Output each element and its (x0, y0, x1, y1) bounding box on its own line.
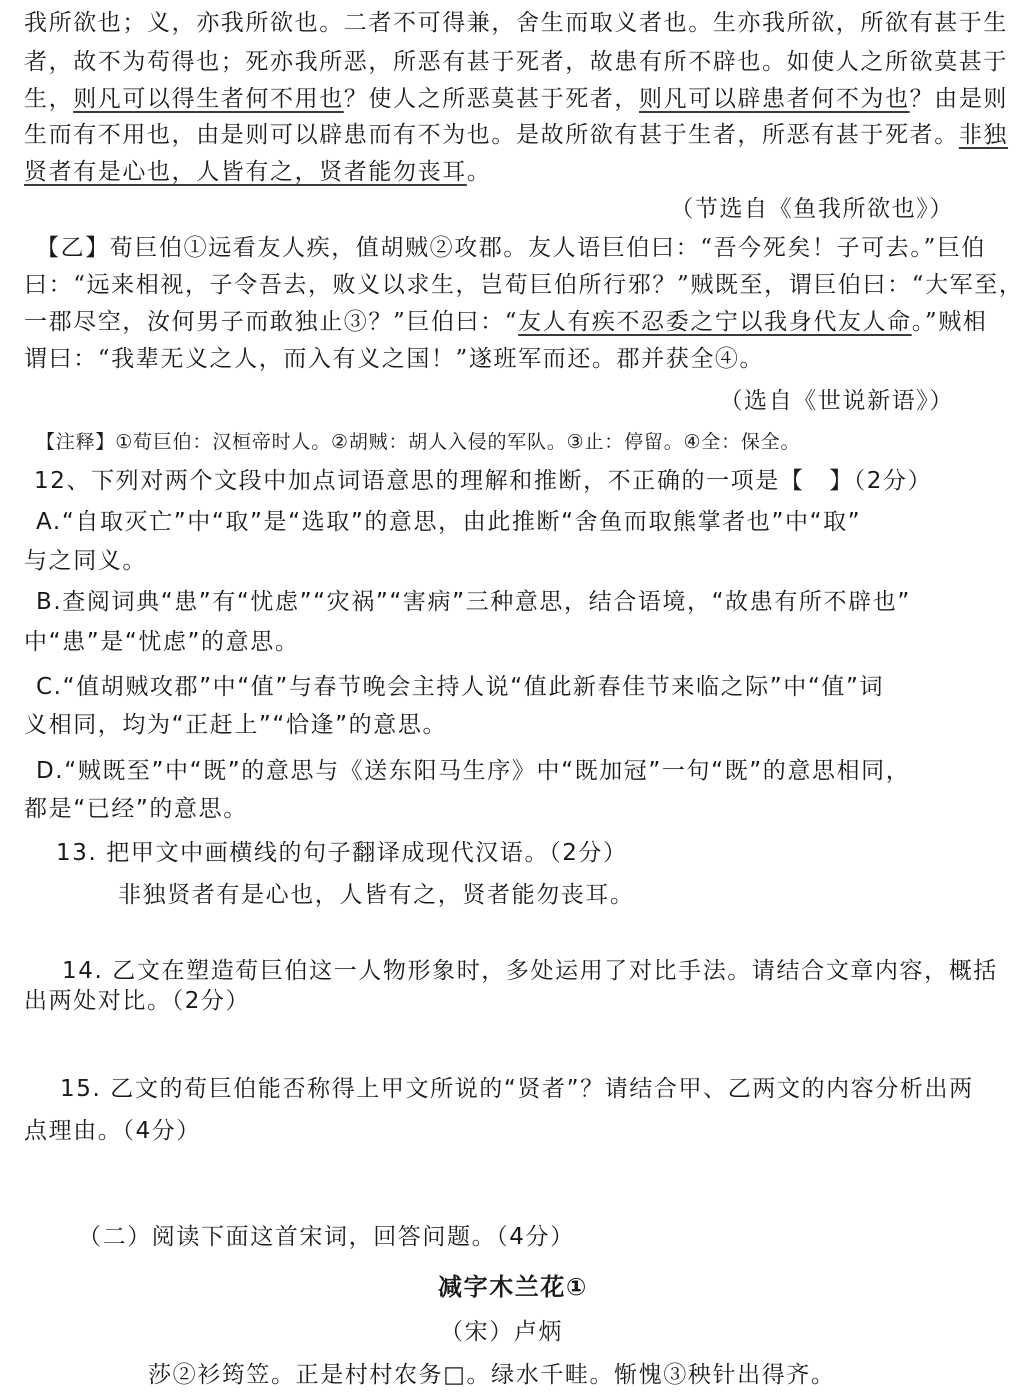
q13-sentence: 非独贤者有是心也，人皆有之，贤者能勿丧耳。 (118, 882, 635, 908)
part2-heading: （二）阅读下面这首宋词，回答问题。（4分） (78, 1224, 575, 1250)
poem-author: （宋）卢炳 (440, 1319, 563, 1345)
jia-underlined-sentence: 贤者有是心也，人皆有之，贤者能勿丧耳 (24, 159, 467, 185)
jia-underlined-sentence: 非独 (958, 122, 1009, 148)
jia-underlined-sentence: 则凡可以辟患者何不为也 (639, 86, 910, 112)
yi-underlined-sentence: 友人有疾不忍委之宁以我身代友人命 (518, 309, 912, 335)
jia-line-3-part: 生， (24, 86, 74, 112)
yi-line-3-end: 。”贼相 (911, 309, 988, 335)
q12-option-a-cont: 与之同义。 (24, 548, 147, 574)
q15-stem-cont: 点理由。（4分） (24, 1118, 201, 1144)
poem-title: 减字木兰花① (438, 1273, 588, 1301)
jia-source: （节选自《鱼我所欲也》） (670, 196, 954, 222)
jia-line-3-part: ？由是则 (909, 86, 1009, 112)
q13-stem: 13. 把甲文中画横线的句子翻译成现代汉语。（2分） (56, 840, 628, 866)
q14-stem-cont: 出两处对比。（2分） (24, 988, 251, 1014)
q12-option-b: B.查阅词典“患”有“忧虑”“灾祸”“害病”三种意思，结合语境，“故患有所不辟也” (36, 589, 911, 615)
q12-option-a: A.“自取灭亡”中“取”是“选取”的意思，由此推断“舍鱼而取熊掌者也”中“取” (36, 509, 862, 535)
q12-option-b-cont: 中“患”是“忧虑”的意思。 (24, 629, 300, 655)
notes: 【注释】①荀巨伯：汉桓帝时人。②胡贼：胡人入侵的军队。③止：停留。④全：保全。 (36, 431, 801, 453)
q15-stem: 15. 乙文的荀巨伯能否称得上甲文所说的“贤者”？请结合甲、乙两文的内容分析出两 (60, 1076, 974, 1102)
poem-line-1: 莎②衫筠笠。正是村村农务□。绿水千畦。惭愧③秧针出得齐。 (148, 1362, 836, 1388)
jia-line-2: 者，故不为苟得也；死亦我所恶，所恶有甚于死者，故患有所不辟也。如使人之所欲莫甚于 (24, 49, 1008, 75)
q12-stem: 12、下列对两个文段中加点词语意思的理解和推断，不正确的一项是【 】（2分） (34, 468, 933, 494)
yi-line-2: 曰：“远来相视，子令吾去，败义以求生，岂荀巨伯所行邪？”贼既至，谓巨伯曰：“大军至， (24, 272, 1023, 298)
jia-line-5-end: 。 (466, 159, 492, 185)
yi-source: （选自《世说新语》） (719, 388, 954, 414)
yi-line-3 (24, 307, 987, 337)
yi-line-1: 【乙】荀巨伯①远看友人疾，值胡贼②攻郡。友人语巨伯曰：“吾今死矣！子可去。”巨伯 (36, 235, 987, 261)
jia-line-4-part: 生而有不用也，由是则可以辟患而有不为也。是故所欲有甚于生者，所恶有甚于死者。 (24, 122, 959, 148)
q12-option-c: C.“值胡贼攻郡”中“值”与春节晚会主持人说“值此新春佳节来临之际”中“值”词 (36, 674, 885, 700)
yi-line-4: 谓曰：“我辈无义之人，而入有义之国！”遂班军而还。郡并获全④。 (24, 346, 765, 372)
jia-line-3-part: ？使人之所恶莫甚于死者， (343, 86, 640, 112)
jia-line-4 (24, 120, 1008, 150)
jia-line-3 (24, 84, 1008, 114)
q12-option-d-cont: 都是“已经”的意思。 (24, 796, 248, 822)
jia-line-5 (24, 157, 491, 187)
q12-option-d: D.“贼既至”中“既”的意思与《送东阳马生序》中“既加冠”一句“既”的意思相同， (36, 758, 911, 784)
q14-stem: 14. 乙文在塑造荀巨伯这一人物形象时，多处运用了对比手法。请结合文章内容，概括 (62, 958, 998, 984)
q12-option-c-cont: 义相同，均为“正赶上”“恰逢”的意思。 (24, 712, 448, 738)
jia-underlined-sentence: 则凡可以得生者何不用也 (73, 86, 344, 112)
jia-line-1: 我所欲也；义，亦我所欲也。二者不可得兼，舍生而取义者也。生亦我所欲，所欲有甚于生 (24, 10, 1008, 36)
yi-line-3-part: 一郡尽空，汝何男子而敢独止③？”巨伯曰：“ (24, 309, 519, 335)
